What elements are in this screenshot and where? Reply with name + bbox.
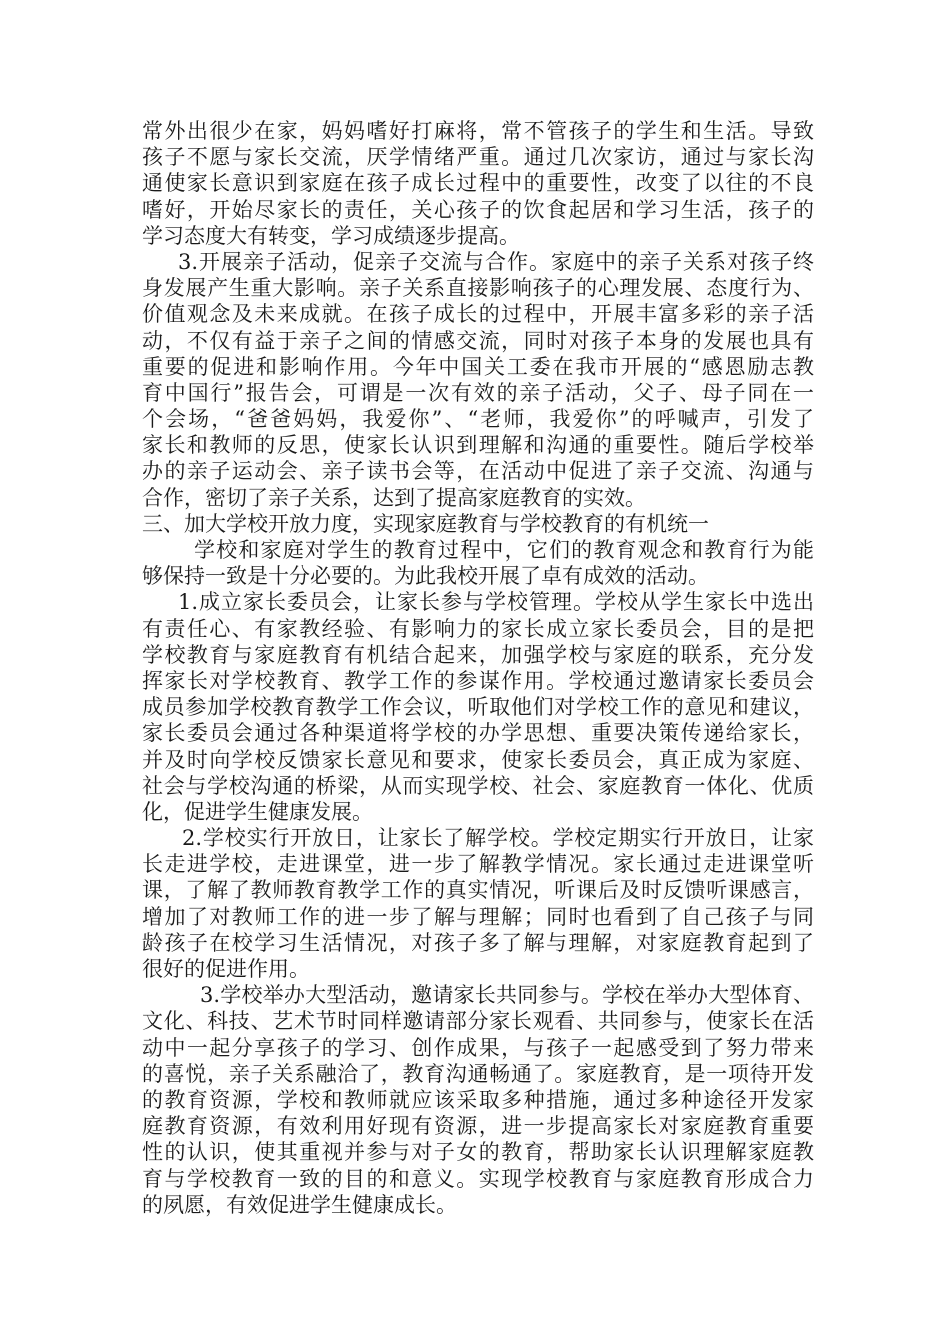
text-line: 家长委员会通过各种渠道将学校的办学思想、重要决策传递给家长， <box>142 721 814 746</box>
para-continued <box>142 118 814 249</box>
text-line: 龄孩子在校学习生活情况，对孩子多了解与理解，对家庭教育起到了 <box>142 930 814 955</box>
text-line: 学校教育与家庭教育有机结合起来，加强学校与家庭的联系，充分发 <box>142 642 814 667</box>
text-line: 价值观念及未来成就。在孩子成长的过程中，开展丰富多彩的亲子活 <box>142 302 814 327</box>
para-section-intro <box>142 537 814 589</box>
text-line: 社会与学校沟通的桥梁，从而实现学校、社会、家庭教育一体化、优质 <box>142 773 814 798</box>
text-line: 常外出很少在家，妈妈嗜好打麻将，常不管孩子的学生和生活。导致 <box>142 119 814 143</box>
text-line: 重要的促进和影响作用。今年中国关工委在我市开展的“感恩励志教 <box>142 354 814 379</box>
para-large-events <box>142 982 814 1218</box>
text-line: 合作，密切了亲子关系，达到了提高家庭教育的实效。 <box>142 485 646 510</box>
text-line: 家长和教师的反思，使家长认识到理解和沟通的重要性。随后学校举 <box>142 433 814 458</box>
text-line: 3.开展亲子活动，促亲子交流与合作。家庭中的亲子关系对孩子终 <box>178 249 814 274</box>
text-line: 动，不仅有益于亲子之间的情感交流，同时对孩子本身的发展也具有 <box>142 328 814 353</box>
para-parent-committee <box>142 589 814 825</box>
text-line: 育中国行”报告会，可谓是一次有效的亲子活动，父子、母子同在一 <box>142 380 814 405</box>
text-line: 通使家长意识到家庭在孩子成长过程中的重要性，改变了以往的不良 <box>142 171 814 196</box>
text-line: 长走进学校，走进课堂，进一步了解教学情况。家长通过走进课堂听 <box>142 852 814 877</box>
text-line: 动中一起分享孩子的学习、创作成果，与孩子一起感受到了努力带来 <box>142 1035 814 1060</box>
text-line: 很好的促进作用。 <box>142 957 310 981</box>
document-body <box>142 118 814 1218</box>
text-line: 嗜好，开始尽家长的责任，关心孩子的饮食起居和学习生活，孩子的 <box>142 197 814 222</box>
text-line: 孩子不愿与家长交流，厌学情绪严重。通过几次家访，通过与家长沟 <box>142 145 814 170</box>
text-line: 身发展产生重大影响。亲子关系直接影响孩子的心理发展、态度行为、 <box>142 276 814 301</box>
text-line: 的喜悦，亲子关系融洽了，教育沟通畅通了。家庭教育，是一项待开发 <box>142 1061 814 1086</box>
text-line: 挥家长对学校教育、教学工作的参谋作用。学校通过邀请家长委员会 <box>142 668 814 693</box>
text-line: 的教育资源，学校和教师就应该采取多种措施，通过多种途径开发家 <box>142 1087 814 1112</box>
text-line: 并及时向学校反馈家长意见和要求，使家长委员会，真正成为家庭、 <box>142 747 814 772</box>
text-line: 1.成立家长委员会，让家长参与学校管理。学校从学生家长中选出 <box>178 590 814 615</box>
text-line: 育与学校教育一致的目的和意义。实现学校教育与家庭教育形成合力 <box>142 1166 814 1191</box>
text-line: 办的亲子运动会、亲子读书会等，在活动中促进了亲子交流、沟通与 <box>142 459 814 484</box>
text-line: 性的认识，使其重视并参与对子女的教育，帮助家长认识理解家庭教 <box>142 1140 814 1165</box>
text-line: 课，了解了教师教育教学工作的真实情况，听课后及时反馈听课感言， <box>142 878 814 903</box>
text-line: 够保持一致是十分必要的。为此我校开展了卓有成效的活动。 <box>142 564 709 589</box>
text-line: 个会场，“爸爸妈妈，我爱你”、“老师，我爱你”的呼喊声，引发了 <box>142 407 814 432</box>
text-line: 学习态度大有转变，学习成绩逐步提高。 <box>142 223 520 248</box>
text-line: 文化、科技、艺术节时同样邀请部分家长观看、共同参与，使家长在活 <box>142 1009 814 1034</box>
text-line: 化，促进学生健康发展。 <box>142 799 373 824</box>
text-line: 三、加大学校开放力度，实现家庭教育与学校教育的有机统一 <box>142 511 709 536</box>
text-line: 学校和家庭对学生的教育过程中，它们的教育观念和教育行为能 <box>194 538 814 562</box>
text-line: 3.学校举办大型活动，邀请家长共同参与。学校在举办大型体育、 <box>200 983 814 1008</box>
text-line: 2.学校实行开放日，让家长了解学校。学校定期实行开放日，让家 <box>182 826 814 851</box>
text-line: 增加了对教师工作的进一步了解与理解；同时也看到了自己孩子与同 <box>142 904 814 929</box>
text-line: 成员参加学校教育教学工作会议，听取他们对学校工作的意见和建议， <box>142 695 814 720</box>
section-heading-3 <box>142 511 814 537</box>
para-parent-child-activities <box>142 249 814 511</box>
text-line: 的夙愿，有效促进学生健康成长。 <box>142 1192 457 1217</box>
text-line: 庭教育资源，有效利用好现有资源，进一步提高家长对家庭教育重要 <box>142 1114 814 1139</box>
text-line: 有责任心、有家教经验、有影响力的家长成立家长委员会，目的是把 <box>142 616 814 641</box>
para-open-day <box>142 825 814 982</box>
